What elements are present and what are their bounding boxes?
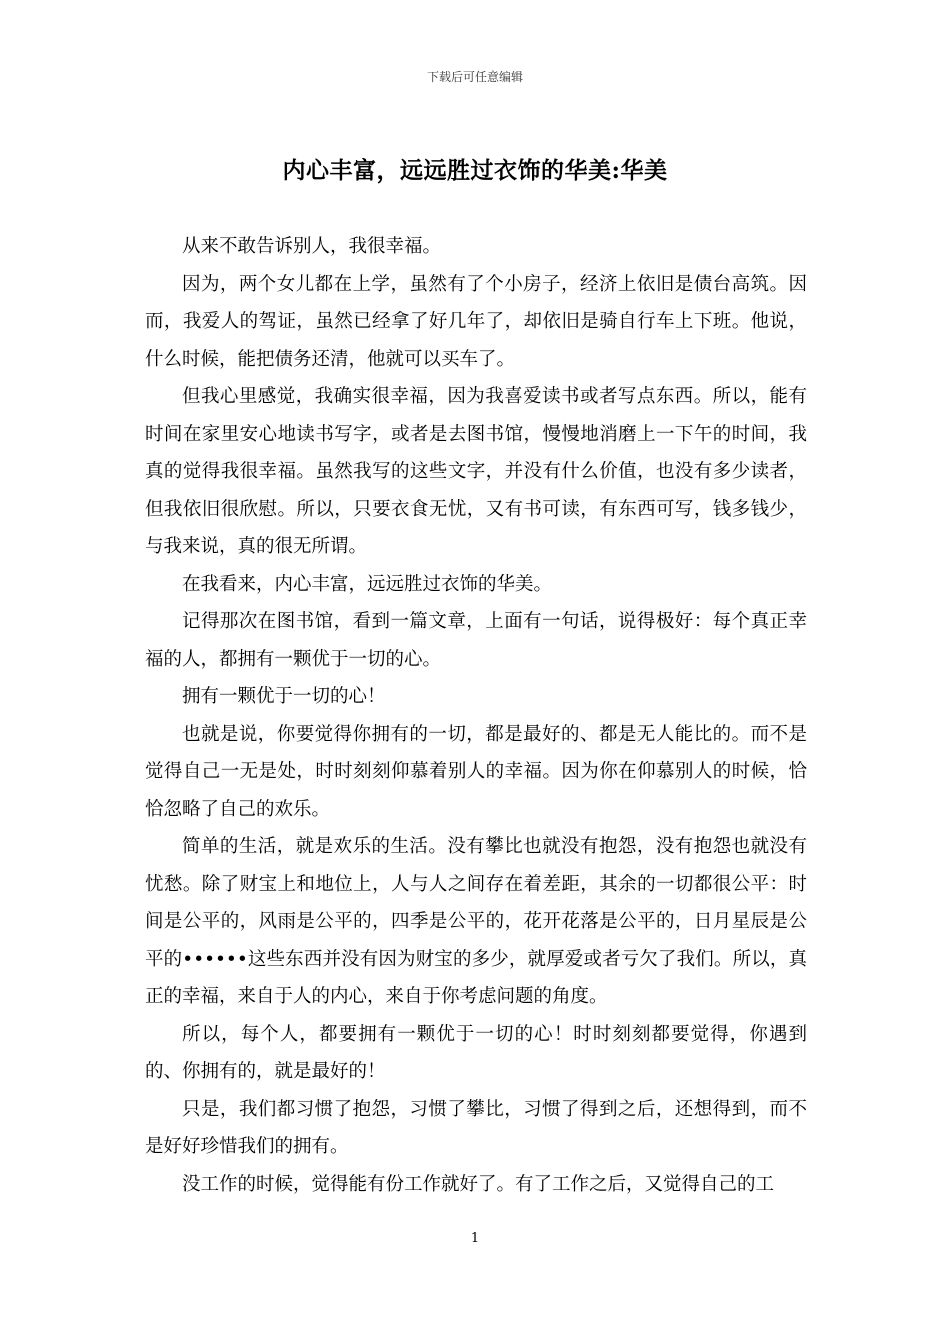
paragraph: 也就是说，你要觉得你拥有的一切，都是最好的、都是无人能比的。而不是觉得自己一无是处，时时刻刻仰慕着别人的幸福。因为你在仰慕别人的时候，恰恰忽略了自己的欢乐。 (145, 723, 807, 820)
document-title: 内心丰富，远远胜过衣饰的华美:华美 (282, 157, 668, 184)
paragraph: 没工作的时候，觉得能有份工作就好了。有了工作之后，又觉得自己的工 (182, 1173, 775, 1195)
paragraph: 简单的生活，就是欢乐的生活。没有攀比也就没有抱怨，没有抱怨也就没有忧愁。除了财宝上和地位上，人与人之间存在着差距，其余的一切都很公平：时间是公平的，风雨是公平的，四季是公平的，花开花落是公平的，日月星辰是公平的••••••这些东西并没有因为财宝的多少，就厚爱或者亏欠了我们。所以，真正的幸福，来自于人的内心，来自于你考虑问题的角度。 (145, 836, 807, 1007)
paragraph: 只是，我们都习惯了抱怨，习惯了攀比，习惯了得到之后，还想得到，而不是好好珍惜我们的拥有。 (145, 1098, 807, 1157)
paragraph: 在我看来，内心丰富，远远胜过衣饰的华美。 (182, 573, 553, 595)
paragraph: 但我心里感觉，我确实很幸福，因为我喜爱读书或者写点东西。所以，能有时间在家里安心地读书写字，或者是去图书馆，慢慢地消磨上一下午的时间，我真的觉得我很幸福。虽然我写的这些文字，并没有什么价值，也没有多少读者，但我依旧很欣慰。所以，只要衣食无忧，又有书可读，有东西可写，钱多钱少，与我来说，真的很无所谓。 (145, 386, 807, 557)
header-note: 下载后可任意编辑 (426, 70, 523, 84)
document-body (145, 228, 807, 1203)
paragraph: 拥有一颗优于一切的心！ (182, 686, 386, 707)
page-number: 1 (470, 1231, 480, 1246)
paragraph: 从来不敢告诉别人，我很幸福。 (182, 236, 442, 257)
paragraph: 因为，两个女儿都在上学，虽然有了个小房子，经济上依旧是债台高筑。因而，我爱人的驾证，虽然已经拿了好几年了，却依旧是骑自行车上下班。他说，什么时候，能把债务还清，他就可以买车了。 (145, 273, 807, 370)
paragraph: 所以，每个人，都要拥有一颗优于一切的心！时时刻刻都要觉得，你遇到的、你拥有的，就是最好的！ (145, 1023, 807, 1082)
paragraph: 记得那次在图书馆，看到一篇文章，上面有一句话，说得极好：每个真正幸福的人，都拥有一颗优于一切的心。 (145, 611, 807, 670)
